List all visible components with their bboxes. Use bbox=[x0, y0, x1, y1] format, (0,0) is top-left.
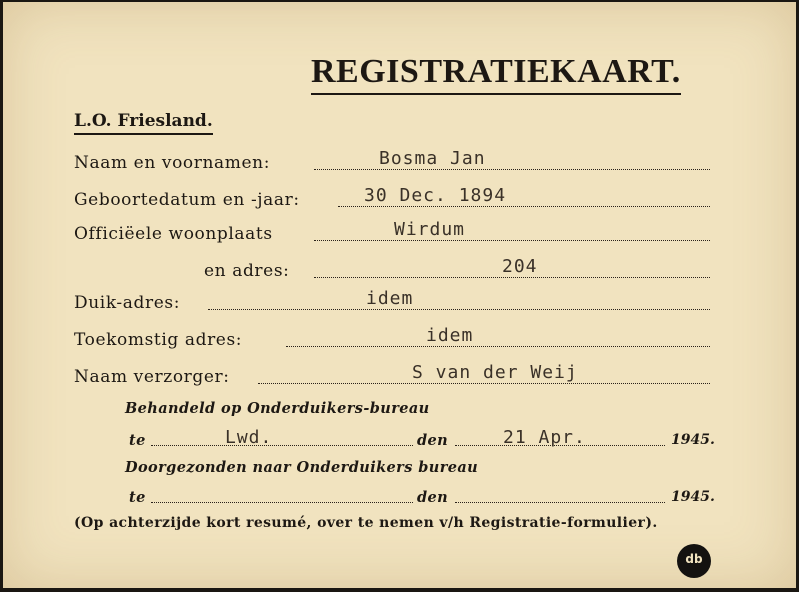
te-label: te bbox=[129, 432, 146, 449]
dotted-line bbox=[286, 346, 710, 347]
dotted-line bbox=[314, 240, 710, 241]
field-birthdate bbox=[74, 185, 714, 213]
dotted-line bbox=[314, 277, 710, 278]
field-value: Bosma Jan bbox=[379, 148, 486, 169]
field-value: 30 Dec. 1894 bbox=[364, 185, 507, 206]
field-label: en adres: bbox=[204, 261, 290, 281]
te-label: te bbox=[129, 489, 146, 506]
dotted-line bbox=[151, 445, 413, 446]
dotted-line bbox=[151, 502, 413, 503]
field-value: S van der Weij bbox=[412, 362, 578, 383]
doorgezonden-label: Doorgezonden naar Onderduikers bureau bbox=[125, 459, 479, 476]
dotted-line bbox=[314, 169, 710, 170]
dotted-line bbox=[258, 383, 710, 384]
field-label: Toekomstig adres: bbox=[74, 330, 243, 350]
den-label: den bbox=[417, 489, 449, 506]
behandeld-line bbox=[125, 427, 715, 454]
field-value: 204 bbox=[502, 256, 538, 277]
field-value: idem bbox=[366, 288, 414, 309]
field-label: Duik-adres: bbox=[74, 293, 181, 313]
field-hiding-address bbox=[74, 288, 714, 316]
field-name bbox=[74, 148, 714, 176]
dotted-line bbox=[208, 309, 710, 310]
field-label: Naam verzorger: bbox=[74, 367, 230, 387]
behandeld-label: Behandeld op Onderduikers-bureau bbox=[125, 400, 430, 417]
dotted-line bbox=[338, 206, 710, 207]
printer-stamp-icon: db bbox=[677, 544, 711, 578]
field-value: idem bbox=[426, 325, 474, 346]
year-label: 1945. bbox=[671, 489, 715, 505]
place-value: Lwd. bbox=[225, 427, 273, 448]
den-label: den bbox=[417, 432, 449, 449]
field-future-address bbox=[74, 325, 714, 353]
footer-note: (Op achterzijde kort resumé, over te nemen v/h Registratie-formulier). bbox=[74, 515, 658, 531]
field-value: Wirdum bbox=[394, 219, 466, 240]
field-caretaker bbox=[74, 362, 714, 390]
dotted-line bbox=[455, 502, 665, 503]
field-residence bbox=[74, 219, 714, 247]
registration-card bbox=[3, 2, 796, 588]
field-label: Officiëele woonplaats bbox=[74, 224, 273, 244]
card-title: REGISTRATIEKAART. bbox=[311, 54, 681, 95]
field-label: Naam en voornamen: bbox=[74, 153, 271, 173]
field-address bbox=[74, 256, 714, 284]
organization-name: L.O. Friesland. bbox=[74, 111, 213, 135]
year-label: 1945. bbox=[671, 432, 715, 448]
doorgezonden-line bbox=[125, 487, 715, 511]
field-label: Geboortedatum en -jaar: bbox=[74, 190, 300, 210]
date-value: 21 Apr. bbox=[503, 427, 586, 448]
